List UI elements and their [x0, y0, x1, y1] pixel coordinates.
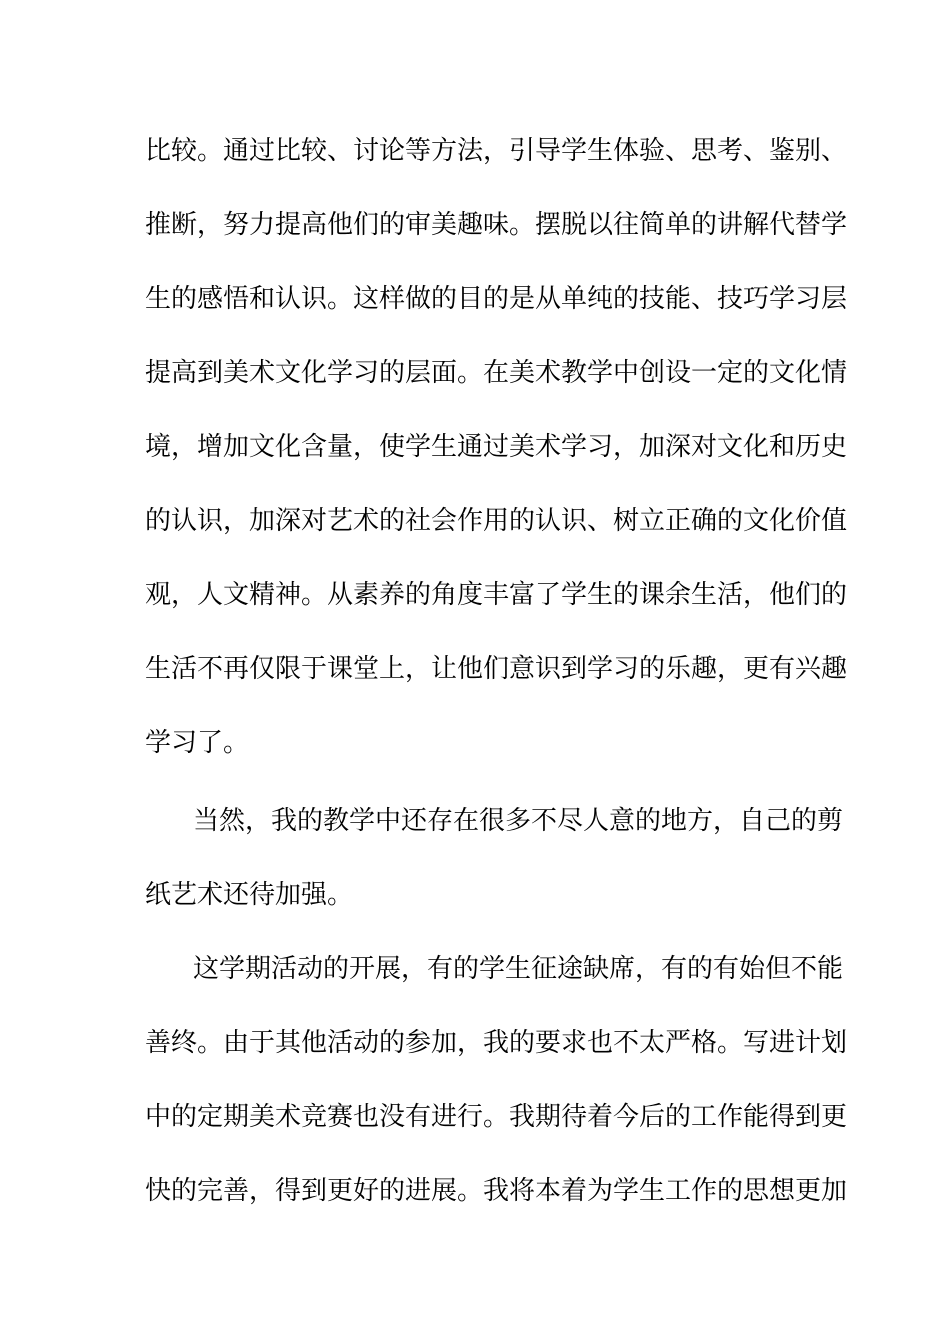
paragraph-first-line: 这学期活动的开展，有的学生征途缺席，有的有始但不能 — [193, 954, 844, 984]
text-line: 学习了。 — [145, 728, 250, 758]
text-line: 提高到美术文化学习的层面。在美术教学中创设一定的文化情 — [145, 358, 848, 388]
text-line: 纸艺术还待加强。 — [145, 880, 354, 910]
text-line: 观，人文精神。从素养的角度丰富了学生的课余生活，他们的 — [145, 580, 848, 610]
text-line: 推断，努力提高他们的审美趣味。摆脱以往简单的讲解代替学 — [145, 210, 848, 240]
text-line: 境，增加文化含量，使学生通过美术学习，加深对文化和历史 — [145, 432, 848, 462]
text-line: 中的定期美术竞赛也没有进行。我期待着今后的工作能得到更 — [145, 1102, 848, 1132]
text-line: 比较。通过比较、讨论等方法，引导学生体验、思考、鉴别、 — [145, 136, 848, 166]
text-line: 生活不再仅限于课堂上，让他们意识到学习的乐趣，更有兴趣 — [145, 654, 848, 684]
text-line: 生的感悟和认识。这样做的目的是从单纯的技能、技巧学习层 — [145, 284, 848, 314]
text-line: 的认识，加深对艺术的社会作用的认识、树立正确的文化价值 — [145, 506, 848, 536]
text-line: 善终。由于其他活动的参加，我的要求也不太严格。写进计划 — [145, 1028, 848, 1058]
text-line: 快的完善，得到更好的进展。我将本着为学生工作的思想更加 — [145, 1176, 848, 1206]
paragraph-first-line: 当然，我的教学中还存在很多不尽人意的地方，自己的剪 — [193, 806, 844, 836]
